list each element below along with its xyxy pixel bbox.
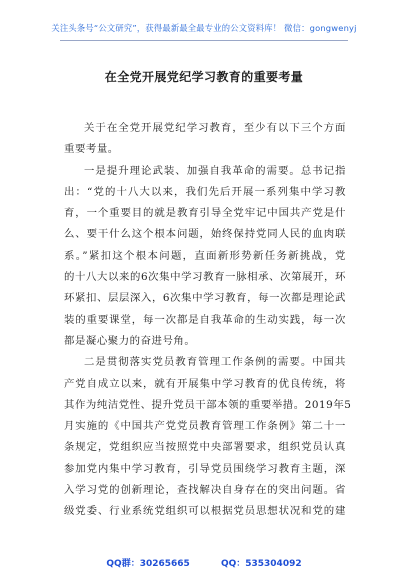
footer-contact [0,556,408,569]
paragraph-3-line-2: 产党自成立以来，就有开展集中学习教育的优良传统，将 [64,377,346,390]
footer-qq: QQ：535304092 [220,559,302,569]
paragraph-2-line-6: 的十八大以来的6次集中学习教育一脉相承、次第展开，环 [64,271,346,284]
header-divider [60,40,348,41]
paragraph-3-line-6: 参加党内集中学习教育，引导党员围绕学习教育主题，深 [64,462,346,475]
header-banner: 关注头条号“公文研究”，获得最新最全最专业的公文资料库！ 微信：gongwenyj [51,23,357,33]
document-title: 在全党开展党纪学习教育的重要考量 [104,70,304,84]
paragraph-2-line-9: 都是凝心聚力的奋进号角。 [64,334,196,347]
paragraph-2-line-7: 环紧扣、层层深入，6次集中学习教育，每一次都是理论武 [64,292,346,305]
paragraph-2-line-4: 么、要干什么这个根本问题，始终保持党同人民的血肉联 [64,228,346,241]
paragraph-2-line-8: 装的重要课堂，每一次都是自我革命的生动实践，每一次 [64,313,346,326]
paragraph-2-line-3: 育，一个重要目的就是教育引导全党牢记中国共产党是什 [64,207,346,220]
paragraph-3-line-3: 其作为纯洁党性、提升党员干部本领的重要举措。2019年5 [64,398,352,411]
paragraph-3-line-5: 条规定，党组织应当按照党中央部署要求，组织党员认真 [64,441,346,454]
paragraph-3-line-7: 入学习党的创新理论，查找解决自身存在的突出问题。省 [64,484,346,497]
paragraph-3-line-1: 二是贯彻落实党员教育管理工作条例的需要。中国共 [84,356,346,369]
paragraph-2-line-5: 系。”紧扣这个根本问题，直面新形势新任务新挑战，党 [64,249,346,262]
paragraph-3-line-4: 月实施的《中国共产党党员教育管理工作条例》第二十一 [64,420,346,433]
paragraph-1-line-2: 重要考量。 [64,143,119,156]
footer-qq-group: QQ群：30265665 [106,559,190,569]
paragraph-3-line-8: 级党委、行业系统党组织可以根据党员思想状况和党的建 [64,505,346,518]
paragraph-2-line-2: 出：“党的十八大以来，我们先后开展一系列集中学习教 [64,185,346,198]
paragraph-2-line-1: 一是提升理论武装、加强自我革命的需要。总书记指 [84,164,346,177]
document-body [64,118,352,523]
paragraph-1-line-1: 关于在全党开展党纪学习教育，至少有以下三个方面 [84,122,346,134]
